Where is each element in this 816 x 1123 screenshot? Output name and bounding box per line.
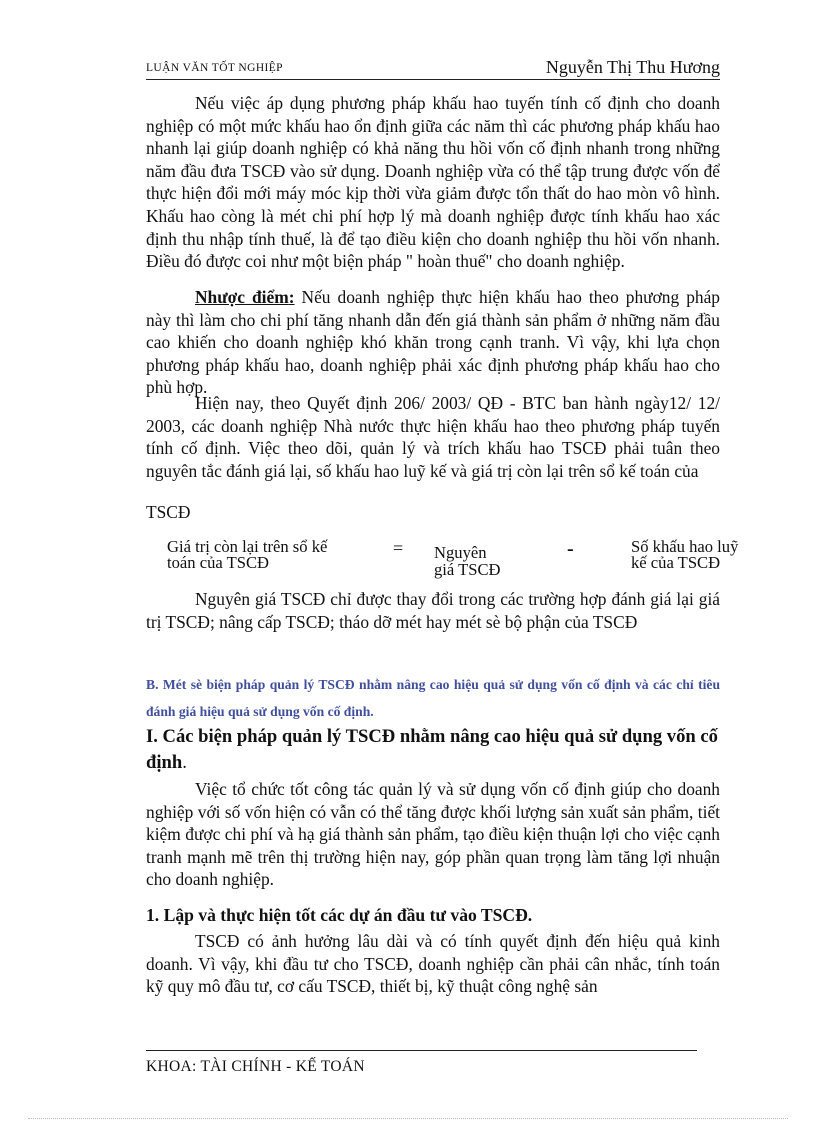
formula-lhs-line2: toán của TSCĐ: [167, 553, 270, 572]
paragraph-original-cost: Nguyên giá TSCĐ chỉ được thay đổi trong các trường hợp đánh giá lại giá trị TSCĐ; nâng cấp TSCĐ; tháo dỡ mét hay mét sè bộ phận của TSCĐ: [146, 589, 720, 632]
footer-rule: [146, 1050, 697, 1051]
paragraph-fixed-capital-use: Việc tổ chức tốt công tác quản lý và sử dụng vốn cố định giúp cho doanh nghiệp với số vốn hiện có vẫn có thể tăng được khối lượng sản xuất sản phẩm, tiết kiệm được chi phí và hạ giá thành sản phẩm, tạo điều kiện thuận lợi cho việc cạnh tranh mạnh mẽ trên thị trường hiện nay, góp phần quan trọng làm tăng lợi nhuận cho doanh nghiệp.: [146, 779, 720, 890]
paragraph-regulation: Hiện nay, theo Quyết định 206/ 2003/ QĐ - BTC ban hành ngày12/ 12/ 2003, các doanh nghiệp Nhà nước thực hiện khấu hao theo phương pháp tuyến tính cố định. Việc theo dõi, quản lý và trích khấu hao TSCĐ phải tuân theo nguyên tắc đánh giá lại, số khấu hao luỹ kế và giá trị còn lại trên sổ kế toán của: [146, 393, 720, 481]
paragraph-regulation-tail: TSCĐ: [146, 502, 191, 522]
header-thesis-label: LUẬN VĂN TỐT NGHIỆP: [146, 62, 283, 74]
header-rule: [146, 79, 720, 80]
formula-minus-sign: -: [567, 538, 574, 560]
formula-rhs-line1: Số khấu hao luỹ: [631, 537, 739, 556]
disadvantage-text: Nếu doanh nghiệp thực hiện khấu hao theo phương pháp này thì làm cho chi phí tăng nhanh dẫn đến giá thành sản phẩm ở những năm đầu cao khiến cho doanh nghiệp khó khăn trong cạnh tranh. Vì vậy, khi lựa chọn phương pháp khấu hao, doanh nghiệp phải xác định phương pháp khấu hao cho phù hợp.: [146, 287, 720, 398]
formula-equals-sign: =: [393, 538, 404, 558]
page-bottom-dotted-border: [28, 1118, 788, 1119]
disadvantage-colon: :: [288, 287, 295, 307]
disadvantage-label: Nhược điểm: [195, 287, 289, 307]
paragraph-investment: TSCĐ có ảnh hưởng lâu dài và có tính quyết định đến hiệu quả kinh doanh. Vì vậy, khi đầu tư cho TSCĐ, doanh nghiệp cần phải cân nhắc, tính toán kỹ quy mô đầu tư, cơ cấu TSCĐ, thiết bị, kỹ thuật công nghệ sản: [146, 931, 720, 997]
formula-rhs-line2: kế của TSCĐ: [631, 553, 721, 572]
formula-lhs-line1: Giá trị còn lại trên sổ kế: [167, 537, 328, 556]
section-b-heading: B. Mét sè biện pháp quản lý TSCĐ nhằm nâng cao hiệu quả sử dụng vốn cố định và các chỉ tiêu đánh giá hiệu quả sử dụng vốn cố định.: [146, 677, 720, 719]
formula-mid-line2: giá TSCĐ: [434, 560, 501, 579]
paragraph-disadvantage: [146, 286, 720, 399]
formula-mid-line1: Nguyên: [434, 543, 487, 562]
paragraph-fast-depreciation: Nếu việc áp dụng phương pháp khấu hao tuyến tính cố định cho doanh nghiệp có một mức khấu hao ổn định giữa các năm thì các phương pháp khấu hao nhanh lại giúp doanh nghiệp có khả năng thu hồi vốn cố định nhanh trong những năm đầu đưa TSCĐ vào sử dụng. Doanh nghiệp vừa có thể tập trung được vốn để thực hiện đổi mới máy móc kịp thời vừa giảm được tổn thất do hao mòn vô hình. Khấu hao còng là mét chi phí hợp lý mà doanh nghiệp được tính khấu hao xác định thu nhập tính thuế, là để tạo điều kiện cho doanh nghiệp thu hồi vốn nhanh. Điều đó được coi như một biện pháp " hoàn thuế" cho doanh nghiệp.: [146, 93, 720, 272]
footer-faculty: KHOA: TÀI CHÍNH - KẾ TOÁN: [146, 1058, 365, 1075]
heading-management-measures-text: I. Các biện pháp quản lý TSCĐ nhằm nâng cao hiệu quả sử dụng vốn cố định: [146, 726, 718, 773]
header-author-name: Nguyễn Thị Thu Hương: [545, 57, 720, 77]
heading-management-measures: [146, 724, 720, 776]
heading-management-measures-end: .: [182, 752, 187, 773]
heading-investment-projects: 1. Lập và thực hiện tốt các dự án đầu tư vào TSCĐ.: [146, 905, 533, 925]
